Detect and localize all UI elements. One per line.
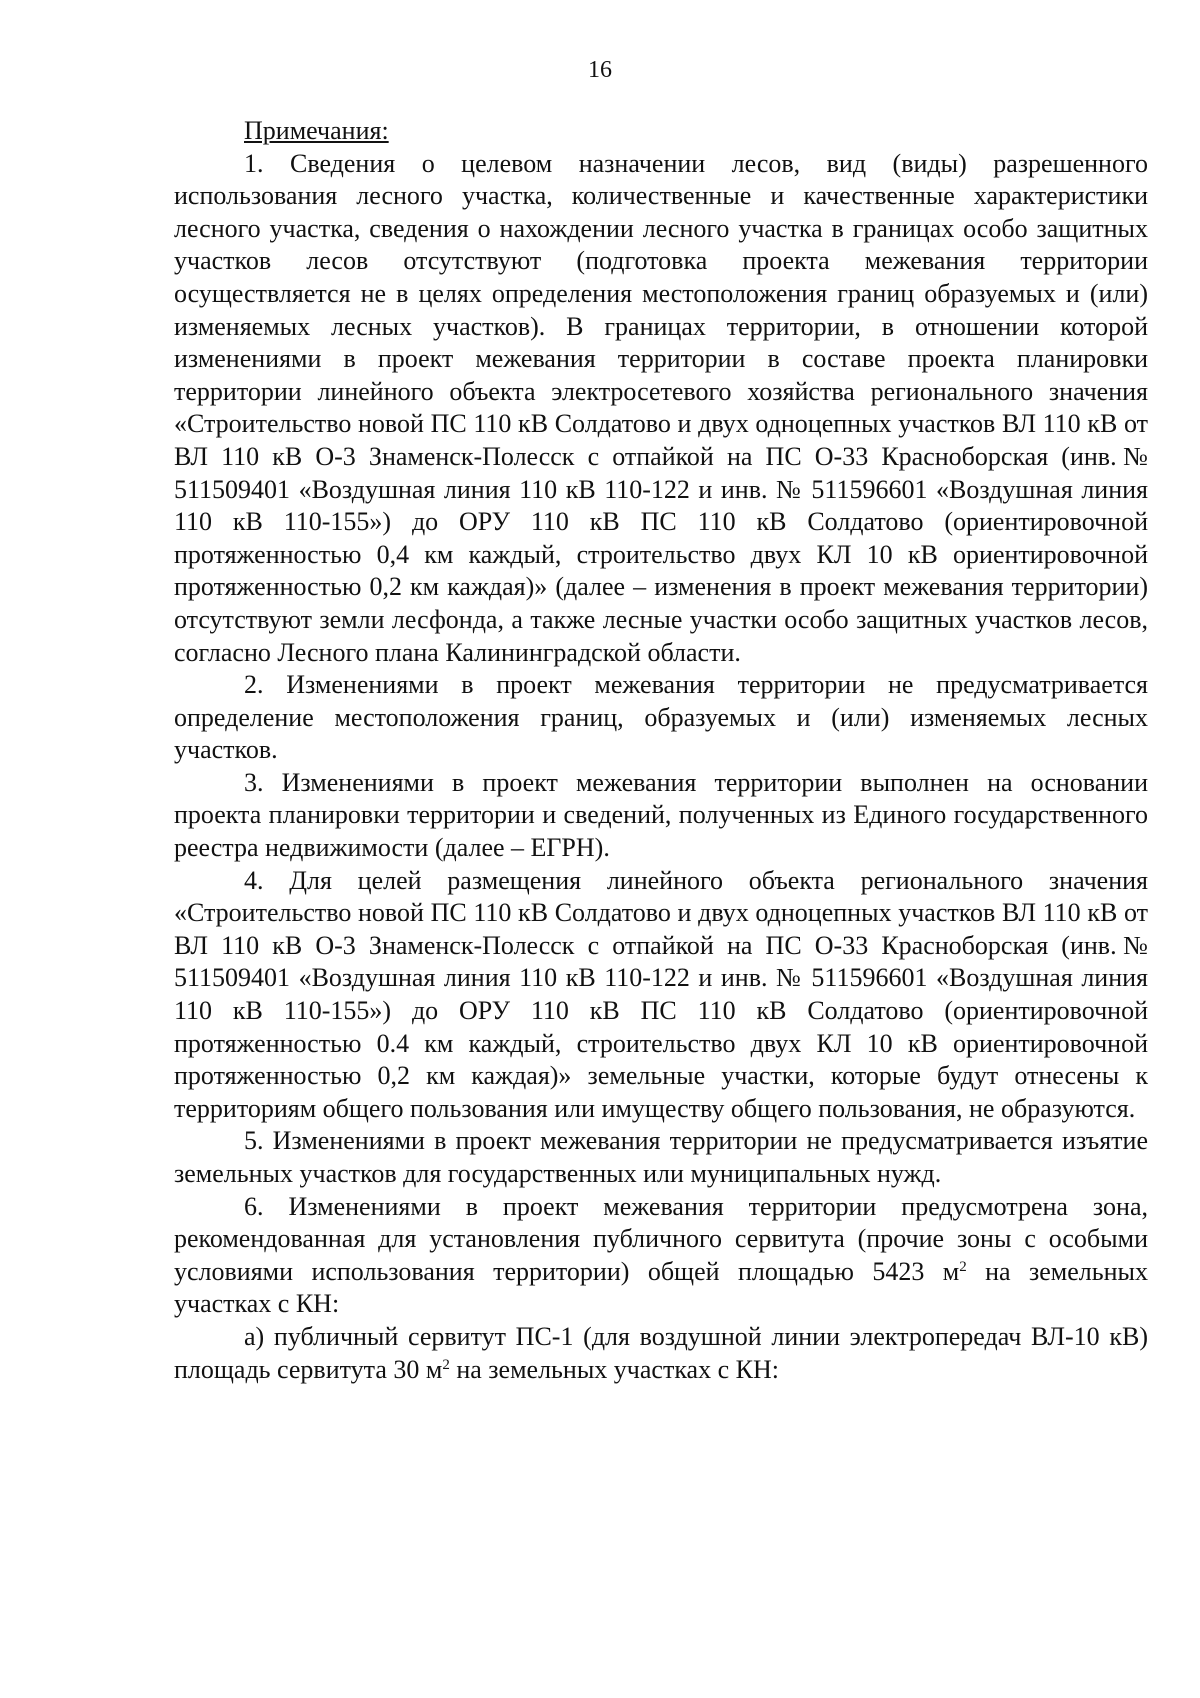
note-paragraph: 5. Изменениями в проект межевания территории не предусматривается изъятие земельных участков для государственных или муниципальных нужд. <box>174 1126 1148 1188</box>
superscript-2: 2 <box>959 1258 967 1275</box>
note-a-text-end: на земельных участках с КН: <box>449 1354 779 1384</box>
notes-section <box>174 115 1148 1386</box>
superscript-2: 2 <box>442 1356 450 1373</box>
note-paragraph: 3. Изменениями в проект межевания территории выполнен на основании проекта планировки территории и сведений, полученных из Единого государственного реестра недвижимости (далее – ЕГРН). <box>174 767 1148 863</box>
note-subparagraph-a <box>174 1321 1148 1386</box>
note-6-text: 6. Изменениями в проект межевания территории предусмотрена зона, рекомендованная для установления публичного сервитута (прочие зоны с особыми условиями использования территории) общей площадью 5423 м <box>174 1191 1148 1286</box>
note-a-text: а) публичный сервитут ПС-1 (для воздушной линии электропередач ВЛ-10 кВ) площадь сервитута 30 м <box>174 1321 1148 1384</box>
note-paragraph: 2. Изменениями в проект межевания территории не предусматривается определение местоположения границ, образуемых и (или) изменяемых лесных участков. <box>174 670 1148 765</box>
note-6-text-end: на земельных участках с КН: <box>174 1256 1148 1319</box>
note-paragraph: 1. Сведения о целевом назначении лесов, вид (виды) разрешенного использования лесного участка, количественные и качественные характеристики лесного участка, сведения о нахождении лесного участка в границах особо защитных участков лесов отсутствуют (подготовка проекта межевания территории осуществляется не в целях определения местоположения границ образуемых и (или) изменяемых лесных участков). В границах территории, в отношении которой изменениями в проект межевания территории в составе проекта планировки территории линейного объекта электросетевого хозяйства регионального значения «Строительство новой ПС 110 кВ Солдатово и двух одноцепных участков ВЛ 110 кВ от ВЛ 110 кВ О-3 Знаменск-Полесск с отпайкой на ПС О-33 Красноборская (инв.№ 511509401 «Воздушная линия 110 кВ 110-122 и инв. № 511596601 «Воздушная линия 110 кВ 110-155») до ОРУ 110 кВ ПС 110 кВ Солдатово (ориентировочной протяженностью 0,4 км каждый, строительство двух КЛ 10 кВ ориентировочной протяженностью 0,2 км каждая)» (далее – изменения в проект межевания территории) отсутствуют земли лесфонда, а также лесные участки особо защитных участков лесов, согласно Лесного плана Калининградской области. <box>174 148 1148 667</box>
note-paragraph: 4. Для целей размещения линейного объекта регионального значения «Строительство новой ПС 110 кВ Солдатово и двух одноцепных участков ВЛ 110 кВ от ВЛ 110 кВ О-3 Знаменск-Полесск с отпайкой на ПС О-33 Красноборская (инв.№ 511509401 «Воздушная линия 110 кВ 110-122 и инв. № 511596601 «Воздушная линия 110 кВ 110-155») до ОРУ 110 кВ ПС 110 кВ Солдатово (ориентировочной протяженностью 0.4 км каждый, строительство двух КЛ 10 кВ ориентировочной протяженностью 0,2 км каждая)» земельные участки, которые будут отнесены к территориям общего пользования или имуществу общего пользования, не образуются. <box>174 865 1148 1123</box>
page-number: 16 <box>588 57 612 83</box>
notes-heading: Примечания: <box>244 116 389 145</box>
note-paragraph-6 <box>174 1191 1148 1321</box>
